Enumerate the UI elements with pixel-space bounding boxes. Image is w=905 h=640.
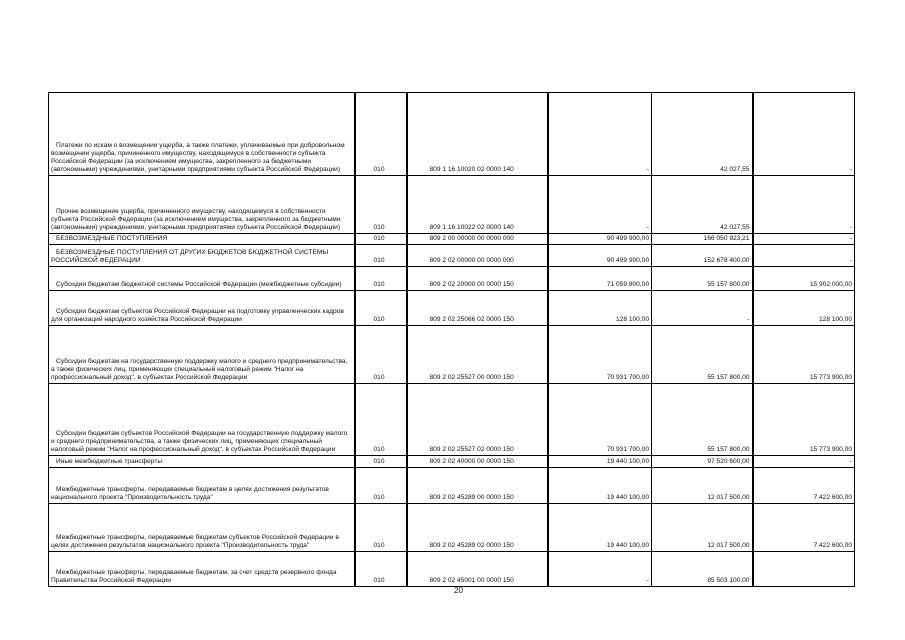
table-body xyxy=(49,93,855,587)
row-exec-cell: - xyxy=(652,291,753,326)
row-kbk-cell: 809 1 16 10020 02 0000 140 xyxy=(407,93,548,176)
table-row xyxy=(49,504,855,552)
row-code-cell: 010 xyxy=(355,245,407,267)
table-row xyxy=(49,384,855,456)
row-code-cell: 010 xyxy=(355,176,407,234)
row-code-cell: 010 xyxy=(355,504,407,552)
row-exec-cell: 12 017 500,00 xyxy=(652,504,753,552)
row-kbk-cell: 809 2 00 00000 00 0000 000 xyxy=(407,234,548,245)
row-kbk-cell: 809 1 16 10022 02 0000 140 xyxy=(407,176,548,234)
row-plan-cell: 19 440 100,00 xyxy=(548,456,652,468)
row-exec-cell: 55 157 800,00 xyxy=(652,384,753,456)
row-plan-cell: 70 931 700,00 xyxy=(548,326,652,384)
table-row xyxy=(49,93,855,176)
row-plan-cell: 90 499 900,00 xyxy=(548,245,652,267)
row-code-cell: 010 xyxy=(355,93,407,176)
row-exec-cell: 42 027,55 xyxy=(652,93,753,176)
page-number: 20 xyxy=(454,586,463,595)
row-code-cell: 010 xyxy=(355,468,407,504)
row-exec-cell: 55 157 800,00 xyxy=(652,267,753,291)
table-row xyxy=(49,267,855,291)
row-name-cell: Межбюджетные трансферты, передаваемые бюджетам субъектов Российской Федерации в целях достижения результатов национального проекта "Производительность труда" xyxy=(49,504,355,552)
row-rest-cell: 15 773 900,00 xyxy=(753,326,855,384)
row-code-cell: 010 xyxy=(355,291,407,326)
row-name-cell: Межбюджетные трансферты, передаваемые бюджетам, за счет средств резервного фонда Правительства Российской Федерации xyxy=(49,552,355,587)
row-name-cell: Платежи по искам о возмещении ущерба, а также платежи, уплачиваемые при добровольном возмещении ущерба, причиненного имуществу, находящемуся в собственности субъекта Российской Федерации (за исключением имущества, закрепленного за бюджетными (автономными) учреждениями, унитарными предприятиями субъекта Российской Федерации) xyxy=(49,93,355,176)
row-rest-cell: 7 422 600,00 xyxy=(753,504,855,552)
row-name-cell: Межбюджетные трансферты, передаваемые бюджетам в целях достижения результатов национального проекта "Производительность труда" xyxy=(49,468,355,504)
row-exec-cell: 152 678 400,00 xyxy=(652,245,753,267)
row-name-cell: Субсидии бюджетам субъектов Российской Федерации на государственную поддержку малого и среднего предпринимательства, а также физических лиц, применяющих специальный налоговый режим "Налог на профессиональный доход", в субъектах Российской Федерации xyxy=(49,384,355,456)
row-plan-cell: 19 440 100,00 xyxy=(548,504,652,552)
budget-revenue-table xyxy=(48,92,855,587)
row-kbk-cell: 809 2 02 40000 00 0000 150 xyxy=(407,456,548,468)
row-name-cell: БЕЗВОЗМЕЗДНЫЕ ПОСТУПЛЕНИЯ xyxy=(49,234,355,245)
row-plan-cell: 19 440 100,00 xyxy=(548,468,652,504)
table-row xyxy=(49,326,855,384)
row-rest-cell: - xyxy=(753,245,855,267)
row-exec-cell: 85 503 100,00 xyxy=(652,552,753,587)
row-exec-cell: 42 027,55 xyxy=(652,176,753,234)
row-rest-cell: - xyxy=(753,93,855,176)
row-kbk-cell: 809 2 02 25527 00 0000 150 xyxy=(407,326,548,384)
row-kbk-cell: 809 2 02 45001 00 0000 150 xyxy=(407,552,548,587)
table-row xyxy=(49,176,855,234)
row-rest-cell: - xyxy=(753,176,855,234)
row-plan-cell: 70 931 700,00 xyxy=(548,384,652,456)
row-kbk-cell: 809 2 02 25527 02 0000 150 xyxy=(407,384,548,456)
table-row xyxy=(49,456,855,468)
row-code-cell: 010 xyxy=(355,384,407,456)
row-kbk-cell: 809 2 02 25066 02 0000 150 xyxy=(407,291,548,326)
row-code-cell: 010 xyxy=(355,267,407,291)
row-code-cell: 010 xyxy=(355,456,407,468)
row-kbk-cell: 809 2 02 00000 00 0000 000 xyxy=(407,245,548,267)
row-exec-cell: 97 520 600,00 xyxy=(652,456,753,468)
row-rest-cell: - xyxy=(753,234,855,245)
row-name-cell: БЕЗВОЗМЕЗДНЫЕ ПОСТУПЛЕНИЯ ОТ ДРУГИХ БЮДЖЕТОВ БЮДЖЕТНОЙ СИСТЕМЫ РОССИЙСКОЙ ФЕДЕРАЦИИ xyxy=(49,245,355,267)
row-code-cell: 010 xyxy=(355,234,407,245)
table-row xyxy=(49,291,855,326)
row-rest-cell: 15 773 900,00 xyxy=(753,384,855,456)
row-rest-cell: 128 100,00 xyxy=(753,291,855,326)
row-name-cell: Иные межбюджетные трансферты xyxy=(49,456,355,468)
table-row xyxy=(49,245,855,267)
report-table-container xyxy=(48,92,854,599)
row-plan-cell: 90 499 900,00 xyxy=(548,234,652,245)
row-rest-cell: 15 902 000,00 xyxy=(753,267,855,291)
row-kbk-cell: 809 2 02 45289 02 0000 150 xyxy=(407,504,548,552)
row-name-cell: Прочее возмещение ущерба, причиненного имуществу, находящемуся в собственности субъекта Российской Федерации (за исключением имущества, закрепленного за бюджетными (автономными) учреждениями, унитарными предприятиями субъекта Российской Федерации) xyxy=(49,176,355,234)
row-exec-cell: 55 157 800,00 xyxy=(652,326,753,384)
row-exec-cell: 12 017 500,00 xyxy=(652,468,753,504)
row-plan-cell: 128 100,00 xyxy=(548,291,652,326)
table-row xyxy=(49,234,855,245)
row-name-cell: Субсидии бюджетам субъектов Российской Федерации на подготовку управленческих кадров для организаций народного хозяйства Российской Федерации xyxy=(49,291,355,326)
row-kbk-cell: 809 2 02 45289 00 0000 150 xyxy=(407,468,548,504)
table-row xyxy=(49,552,855,587)
row-exec-cell: 166 050 923,21 xyxy=(652,234,753,245)
row-code-cell: 010 xyxy=(355,326,407,384)
row-rest-cell: - xyxy=(753,456,855,468)
row-plan-cell: - xyxy=(548,176,652,234)
row-code-cell: 010 xyxy=(355,552,407,587)
table-row xyxy=(49,468,855,504)
row-plan-cell: - xyxy=(548,552,652,587)
row-rest-cell xyxy=(753,552,855,587)
row-name-cell: Субсидии бюджетам на государственную поддержку малого и среднего предпринимательства, а также физических лиц, применяющих специальный налоговый режим "Налог на профессиональный доход", в субъектах Российской Федерации xyxy=(49,326,355,384)
row-rest-cell: 7 422 600,00 xyxy=(753,468,855,504)
row-plan-cell: 71 059 800,00 xyxy=(548,267,652,291)
row-plan-cell: - xyxy=(548,93,652,176)
row-name-cell: Субсидии бюджетам бюджетной системы Российской Федерации (межбюджетные субсидии) xyxy=(49,267,355,291)
row-kbk-cell: 809 2 02 20000 00 0000 150 xyxy=(407,267,548,291)
